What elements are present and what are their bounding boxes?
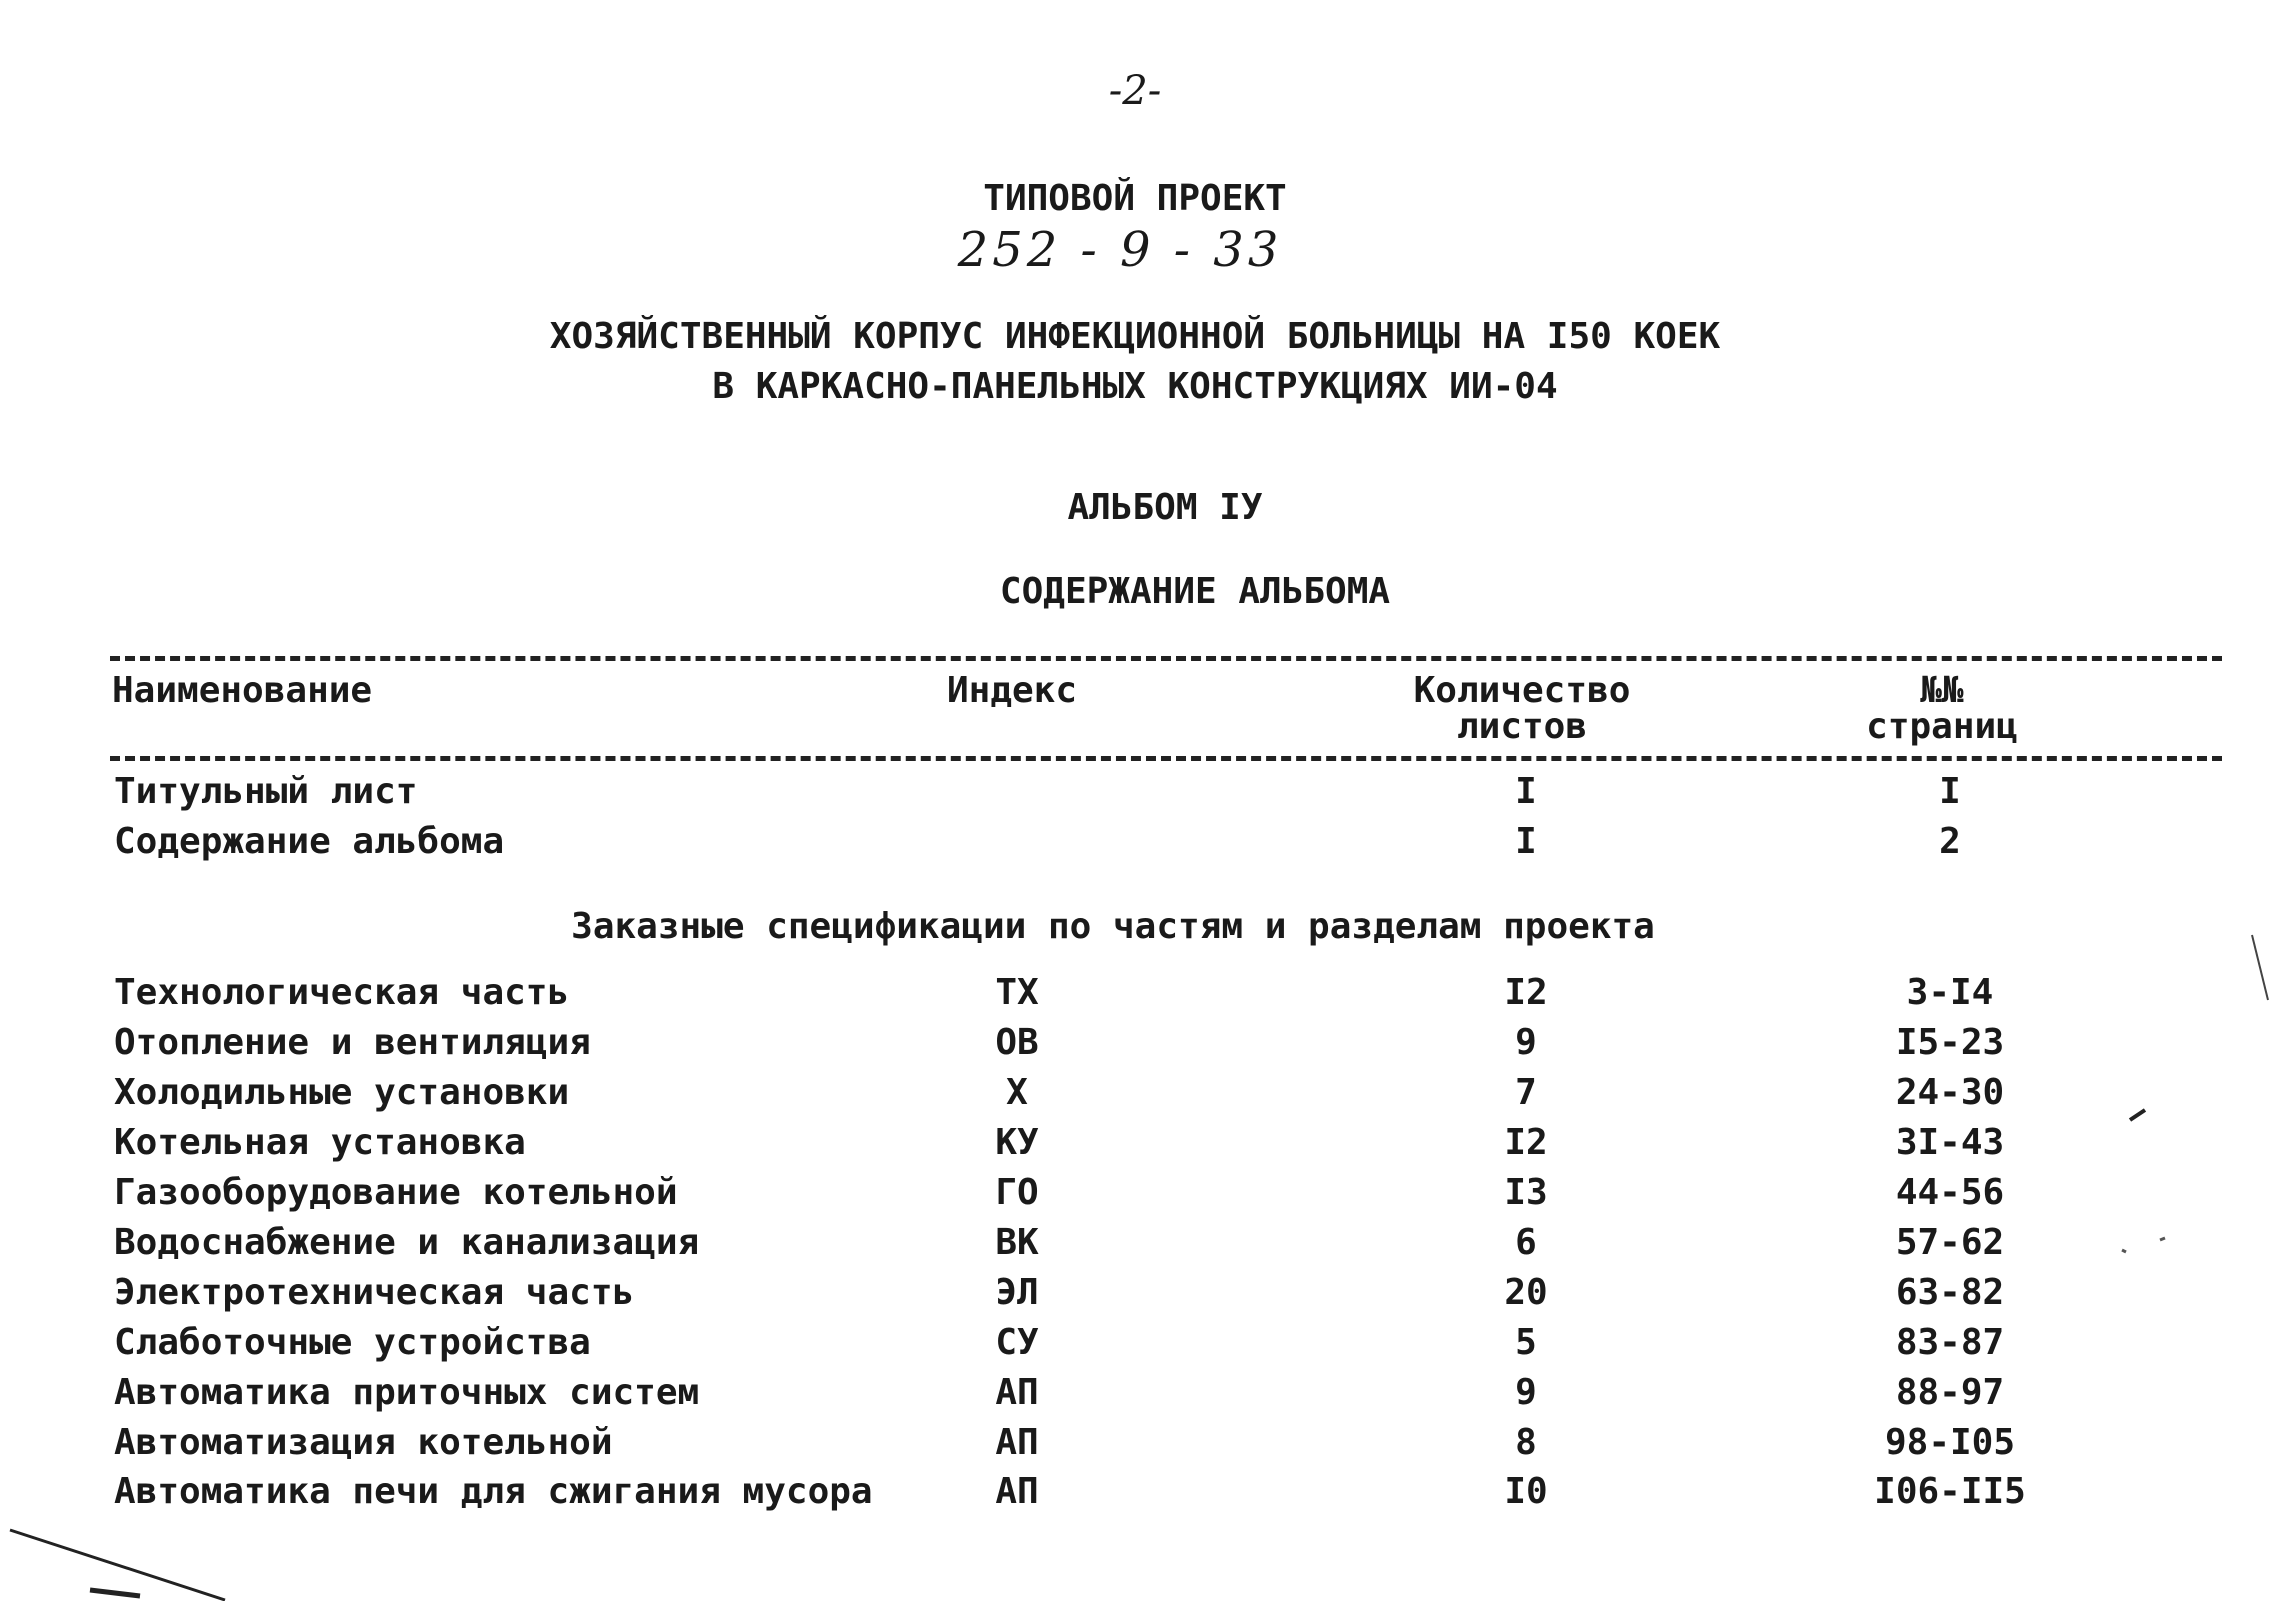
header-pages-line2: страниц xyxy=(1866,706,2018,747)
row-pages: 88-97 xyxy=(1895,1372,2005,1413)
row-count: 5 xyxy=(1515,1322,1537,1363)
row-index: ГО xyxy=(995,1172,1039,1213)
row-pages: 3I-43 xyxy=(1895,1122,2005,1163)
header-count xyxy=(1413,670,1631,747)
row-index: АП xyxy=(995,1471,1039,1512)
table-row xyxy=(0,771,2270,824)
row-count: I2 xyxy=(1504,1122,1548,1163)
row-name: Котельная установка xyxy=(114,1122,526,1163)
row-index: КУ xyxy=(995,1122,1039,1163)
row-name: Автоматика приточных систем xyxy=(114,1372,700,1413)
row-pages: 98-I05 xyxy=(1884,1422,2016,1463)
row-pages: 44-56 xyxy=(1895,1172,2005,1213)
row-count: I xyxy=(1515,821,1537,862)
row-pages: 3-I4 xyxy=(1906,972,1994,1013)
document-title-line-1: ХОЗЯЙСТВЕННЫЙ КОРПУС ИНФЕКЦИОННОЙ БОЛЬНИЦЫ НА I50 КОЕК xyxy=(549,316,1721,357)
table-row xyxy=(0,1422,2270,1475)
row-count: 9 xyxy=(1515,1022,1537,1063)
row-pages: I06-II5 xyxy=(1874,1471,2026,1512)
scan-artifact-marks xyxy=(2120,1100,2270,1280)
row-name: Титульный лист xyxy=(114,771,418,812)
row-index: ОВ xyxy=(995,1022,1039,1063)
section-heading: Заказные спецификации по частям и разделам проекта xyxy=(571,906,1655,947)
project-label: ТИПОВОЙ ПРОЕКТ xyxy=(983,178,1287,219)
row-name: Содержание альбома xyxy=(114,821,505,862)
table-row xyxy=(0,972,2270,1025)
album-label: АЛЬБОМ IУ xyxy=(1067,487,1263,528)
table-header-rule xyxy=(110,756,2222,761)
document-title-line-2: В КАРКАСНО-ПАНЕЛЬНЫХ КОНСТРУКЦИЯХ ИИ-04 xyxy=(712,366,1558,407)
row-count: I2 xyxy=(1504,972,1548,1013)
header-count-line1: Количество xyxy=(1413,670,1631,711)
table-row xyxy=(0,1222,2270,1275)
row-count: 20 xyxy=(1504,1272,1548,1313)
row-name: Слаботочные устройства xyxy=(114,1322,591,1363)
scan-artifact-edge xyxy=(2250,930,2270,1010)
project-number: 252 - 9 - 33 xyxy=(957,222,1283,278)
scan-artifact-stroke xyxy=(0,1500,260,1601)
header-count-line2: листов xyxy=(1456,706,1588,747)
header-index: Индекс xyxy=(946,670,1078,711)
row-index: ТХ xyxy=(995,972,1039,1013)
row-name: Отопление и вентиляция xyxy=(114,1022,591,1063)
row-index: ЭЛ xyxy=(995,1272,1039,1313)
row-index: Х xyxy=(1006,1072,1028,1113)
row-name: Газооборудование котельной xyxy=(114,1172,678,1213)
table-row xyxy=(0,1072,2270,1125)
header-pages-line1: №№ xyxy=(1920,670,1964,711)
row-pages: 83-87 xyxy=(1895,1322,2005,1363)
page-number: -2- xyxy=(1108,68,1162,114)
row-pages: 63-82 xyxy=(1895,1272,2005,1313)
table-row xyxy=(0,821,2270,874)
table-top-rule xyxy=(110,656,2222,661)
table-row xyxy=(0,1122,2270,1175)
contents-heading: СОДЕРЖАНИЕ АЛЬБОМА xyxy=(999,571,1391,612)
table-row xyxy=(0,1471,2270,1524)
row-name: Водоснабжение и канализация xyxy=(114,1222,700,1263)
row-count: I3 xyxy=(1504,1172,1548,1213)
row-index: ВК xyxy=(995,1222,1039,1263)
row-count: I xyxy=(1515,771,1537,812)
row-count: 7 xyxy=(1515,1072,1537,1113)
row-pages: 24-30 xyxy=(1895,1072,2005,1113)
header-name: Наименование xyxy=(112,670,373,711)
row-count: I0 xyxy=(1504,1471,1548,1512)
row-name: Электротехническая часть xyxy=(114,1272,635,1313)
row-name: Автоматика печи для сжигания мусора xyxy=(114,1471,873,1512)
row-name: Технологическая часть xyxy=(114,972,570,1013)
row-count: 8 xyxy=(1515,1422,1537,1463)
header-pages xyxy=(1866,670,2018,747)
row-count: 9 xyxy=(1515,1372,1537,1413)
table-row xyxy=(0,1322,2270,1375)
row-index: АП xyxy=(995,1422,1039,1463)
row-count: 6 xyxy=(1515,1222,1537,1263)
row-pages: 57-62 xyxy=(1895,1222,2005,1263)
table-row xyxy=(0,1372,2270,1425)
row-index: АП xyxy=(995,1372,1039,1413)
row-pages: I xyxy=(1939,771,1961,812)
row-name: Автоматизация котельной xyxy=(114,1422,613,1463)
row-name: Холодильные установки xyxy=(114,1072,570,1113)
row-pages: 2 xyxy=(1939,821,1961,862)
table-row xyxy=(0,1022,2270,1075)
row-index: СУ xyxy=(995,1322,1039,1363)
table-row xyxy=(0,1172,2270,1225)
table-row xyxy=(0,1272,2270,1325)
row-pages: I5-23 xyxy=(1895,1022,2005,1063)
